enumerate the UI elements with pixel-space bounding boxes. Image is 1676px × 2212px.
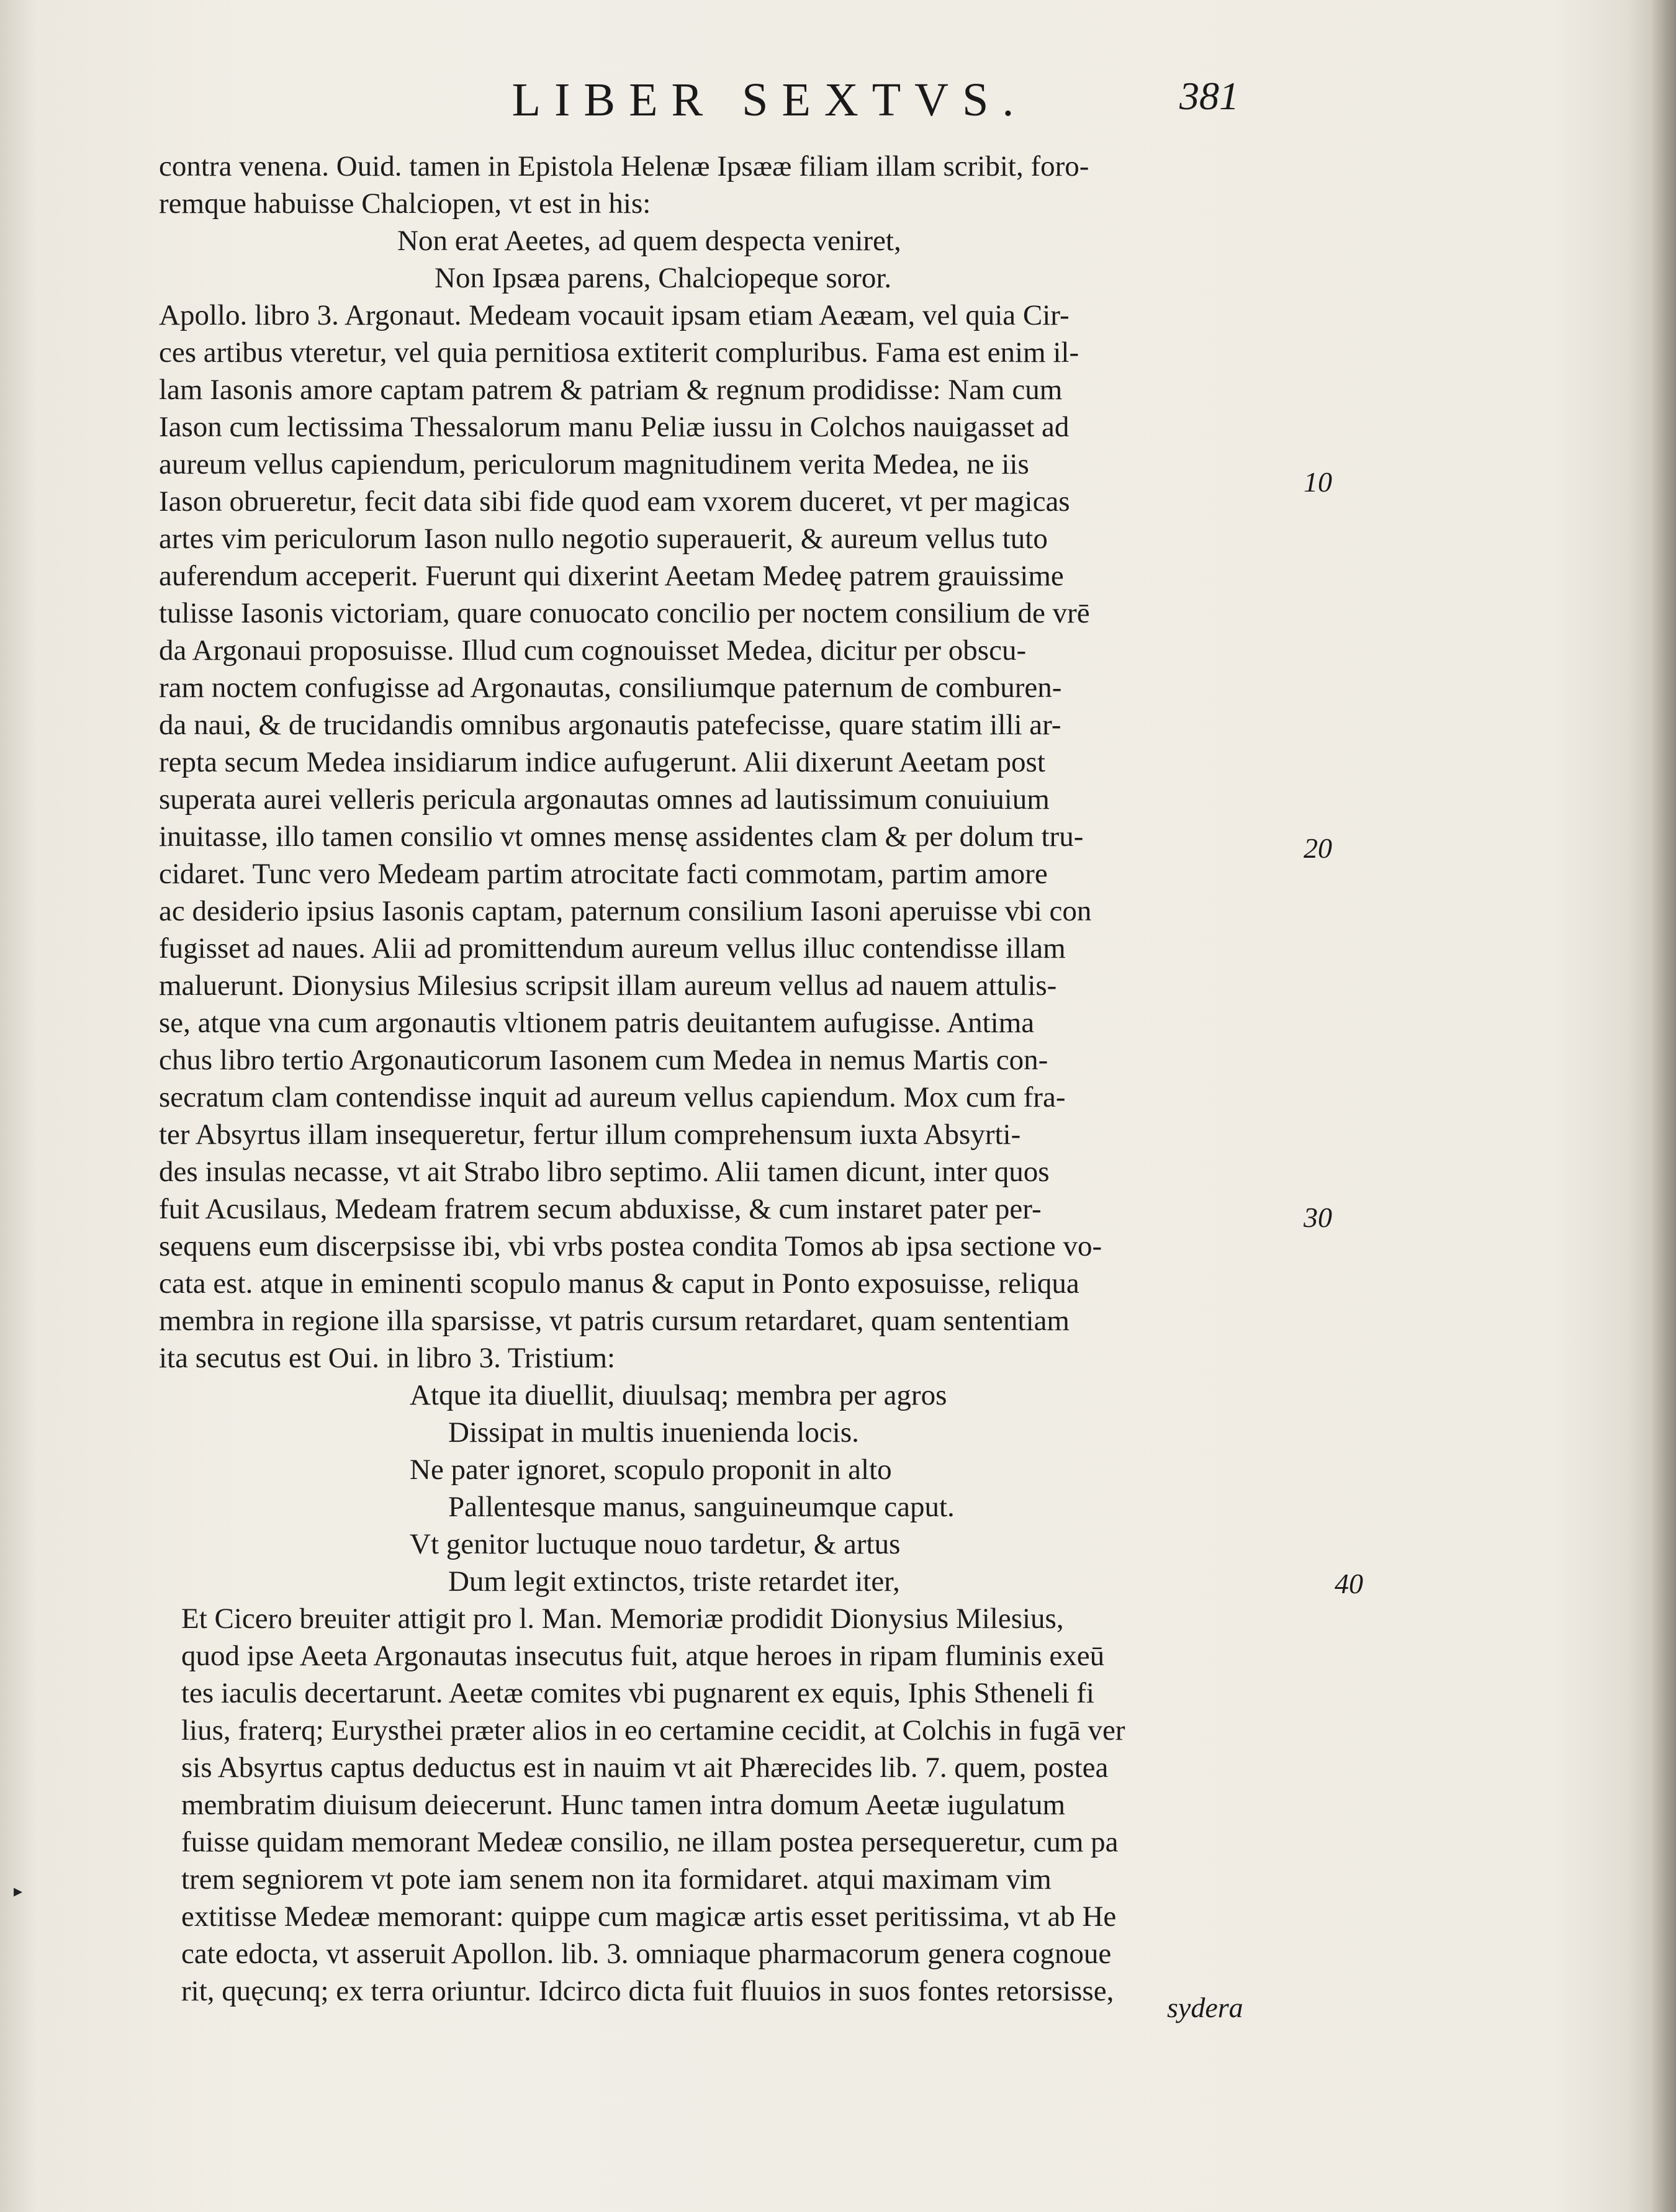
text-line: Apollo. libro 3. Argonaut. Medeam vocauit ipsam etiam Aeæam, vel quia Cir- (159, 299, 1070, 331)
text-line: sis Absyrtus captus deductus est in nauim vt ait Phærecides lib. 7. quem, postea (181, 1751, 1109, 1784)
text-line: Et Cicero breuiter attigit pro l. Man. Memoriæ prodidit Dionysius Milesius, (181, 1603, 1064, 1635)
text-line: tes iaculis decertarunt. Aeetæ comites vbi pugnarent ex equis, Iphis Stheneli fi (181, 1677, 1094, 1709)
text-line: Iason cum lectissima Thessalorum manu Peliæ iussu in Colchos nauigasset ad (159, 411, 1070, 443)
verse-line: Atque ita diuellit, diuulsaq; membra per agros (410, 1379, 947, 1411)
text-line: remque habuisse Chalciopen, vt est in his: (159, 187, 651, 220)
text-line: Iason obrueretur, fecit data sibi fide quod eam vxorem duceret, vt per magicas (159, 485, 1070, 518)
text-line: maluerunt. Dionysius Milesius scripsit illam aureum vellus ad nauem attulis- (159, 969, 1057, 1002)
running-title: LIBER SEXTVS. (511, 74, 1028, 126)
text-line: repta secum Medea insidiarum indice aufugerunt. Alii dixerunt Aeetam post (159, 746, 1045, 778)
text-line: aureum vellus capiendum, periculorum magnitudinem verita Medea, ne iis (159, 448, 1029, 480)
text-line: tulisse Iasonis victoriam, quare conuocato concilio per noctem consilium de vrē (159, 597, 1090, 629)
page-header (0, 73, 1676, 135)
text-line: superata aurei velleris pericula argonautas omnes ad lautissimum conuiuium (159, 783, 1050, 816)
text-line: ces artibus vteretur, vel quia pernitiosa extiterit compluribus. Fama est enim il- (159, 336, 1079, 369)
text-line: da Argonaui proposuisse. Illud cum cognouisset Medea, dicitur per obscu- (159, 634, 1027, 667)
text-line: cidaret. Tunc vero Medeam partim atrocitate facti commotam, partim amore (159, 858, 1048, 890)
text-line: chus libro tertio Argonauticorum Iasonem cum Medea in nemus Martis con- (159, 1044, 1048, 1076)
verse-line: Dissipat in multis inuenienda locis. (448, 1416, 859, 1449)
margin-line-number: 40 (1335, 1568, 1363, 1599)
text-line: se, atque vna cum argonautis vltionem patris deuitantem aufugisse. Antima (159, 1007, 1035, 1039)
text-line: des insulas necasse, vt ait Strabo libro septimo. Alii tamen dicunt, inter quos (159, 1156, 1050, 1188)
verse-line: Non Ipsæa parens, Chalciopeque soror. (435, 262, 892, 294)
text-line: ac desiderio ipsius Iasonis captam, paternum consilium Iasoni aperuisse vbi con (159, 895, 1092, 927)
verse-line: Ne pater ignoret, scopulo proponit in alto (410, 1454, 892, 1486)
text-line: da naui, & de trucidandis omnibus argonautis patefecisse, quare statim illi ar- (159, 709, 1061, 741)
text-line: cate edocta, vt asseruit Apollon. lib. 3. omniaque pharmacorum genera cognoue (181, 1938, 1112, 1970)
text-line: contra venena. Ouid. tamen in Epistola Helenæ Ipsææ filiam illam scribit, foro- (159, 150, 1089, 182)
text-line: rit, quęcunq; ex terra oriuntur. Idcirco dicta fuit fluuios in suos fontes retorsisse, (181, 1975, 1114, 2007)
text-line: fugisset ad naues. Alii ad promittendum aureum vellus illuc contendisse illam (159, 932, 1066, 964)
page-edge (1651, 0, 1676, 2212)
text-line: membra in regione illa sparsisse, vt patris cursum retardaret, quam sententiam (159, 1305, 1070, 1337)
verse-line: Dum legit extinctos, triste retardet iter, (448, 1565, 900, 1598)
text-line: artes vim periculorum Iason nullo negotio superauerit, & aureum vellus tuto (159, 523, 1048, 555)
margin-line-number: 10 (1304, 466, 1332, 498)
text-line: secratum clam contendisse inquit ad aureum vellus capiendum. Mox cum fra- (159, 1081, 1066, 1113)
margin-mark-icon: ▸ (14, 1881, 23, 1901)
text-line: ter Absyrtus illam insequeretur, fertur illum comprehensum iuxta Absyrti- (159, 1118, 1021, 1151)
text-line: ita secutus est Oui. in libro 3. Tristium: (159, 1342, 616, 1374)
text-line: extitisse Medeæ memorant: quippe cum magicæ artis esset peritissima, vt ab He (181, 1900, 1117, 1933)
text-line: membratim diuisum deiecerunt. Hunc tamen intra domum Aeetæ iugulatum (181, 1789, 1066, 1821)
text-line: sequens eum discerpsisse ibi, vbi vrbs postea condita Tomos ab ipsa sectione vo- (159, 1230, 1102, 1262)
text-line: inuitasse, illo tamen consilio vt omnes mensę assidentes clam & per dolum tru- (159, 821, 1084, 853)
text-line: lius, fraterq; Eurysthei præter alios in eo certamine cecidit, at Colchis in fugā ver (181, 1714, 1125, 1747)
catchword: sydera (1167, 1992, 1243, 2023)
margin-line-number: 30 (1304, 1202, 1332, 1233)
text-line: trem segniorem vt pote iam senem non ita formidaret. atqui maximam vim (181, 1863, 1052, 1895)
page-number: 381 (1179, 74, 1239, 118)
text-line: lam Iasonis amore captam patrem & patriam & regnum prodidisse: Nam cum (159, 374, 1063, 406)
text-line: quod ipse Aeeta Argonautas insecutus fuit, atque heroes in ripam fluminis exeū (181, 1640, 1105, 1672)
text-line: fuisse quidam memorant Medeæ consilio, ne illam postea persequeretur, cum pa (181, 1826, 1119, 1858)
text-line: auferendum acceperit. Fuerunt qui dixerint Aeetam Medeę patrem grauissime (159, 560, 1064, 592)
margin-line-number: 20 (1304, 832, 1332, 864)
verse-line: Non erat Aeetes, ad quem despecta veniret, (397, 225, 901, 257)
verse-line: Vt genitor luctuque nouo tardetur, & artus (410, 1528, 901, 1560)
text-line: ram noctem confugisse ad Argonautas, consiliumque paternum de comburen- (159, 672, 1062, 704)
text-line: cata est. atque in eminenti scopulo manus & caput in Ponto exposuisse, reliqua (159, 1267, 1079, 1300)
text-line: fuit Acusilaus, Medeam fratrem secum abduxisse, & cum instaret pater per- (159, 1193, 1042, 1225)
verse-line: Pallentesque manus, sanguineumque caput. (448, 1491, 955, 1523)
